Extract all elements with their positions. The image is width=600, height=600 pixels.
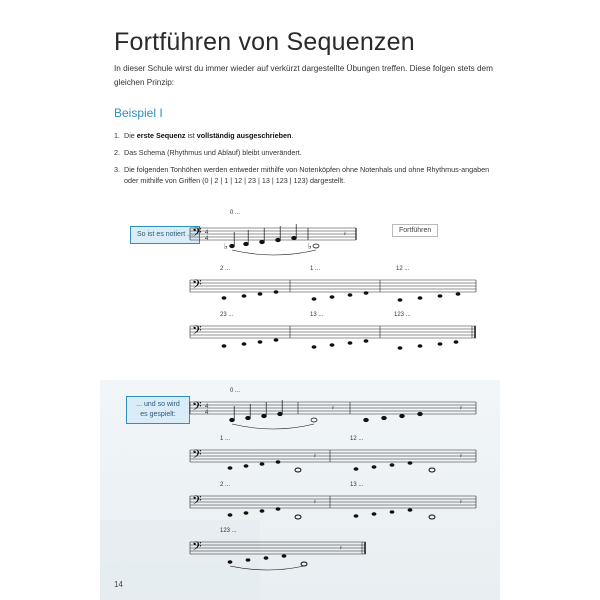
steps-list (114, 130, 504, 192)
bass-clef-icon: 𝄢 (192, 447, 202, 465)
step-text-post: . (291, 131, 294, 140)
label-continue: Fortführen (392, 224, 438, 237)
rest-icon: 𝄽 (332, 406, 334, 412)
step-text (124, 130, 504, 141)
time-sig-bottom: 4 (205, 236, 209, 242)
fingering: 12 ... (396, 266, 410, 272)
fingering: 0 ... (230, 388, 241, 394)
bass-clef-icon: 𝄢 (192, 277, 202, 295)
slur (230, 566, 304, 570)
rest-icon: 𝄽 (314, 500, 316, 506)
music-staff-notated-3 (190, 308, 480, 354)
fingering: 2 ... (220, 266, 231, 272)
step-text: Die folgenden Tonhöhen werden entweder mithilfe von Notenköpfen ohne Notenhals und ohne Rhythmus-angaben oder mithilfe von Griffen (0 | 2 | 1 | 12 | 23 | 13 | 123 | 123) dargestellt. (124, 165, 490, 185)
intro-paragraph: In dieser Schule wirst du immer wieder auf verkürzt dargestellte Übungen treffen. Diese folgen stets dem gleichen Prinzip: (114, 64, 493, 87)
step-text-mid: ist (185, 131, 197, 140)
fingering: 12 ... (350, 436, 364, 442)
flat-icon: ♭ (308, 242, 312, 251)
slur (232, 250, 316, 255)
rest-icon: 𝄽 (340, 546, 342, 552)
step-3 (114, 164, 504, 186)
rest-icon: 𝄽 (460, 406, 462, 412)
flat-icon: ♭ (224, 242, 228, 251)
fingering: 2 ... (220, 482, 231, 488)
label-notated: So ist es notiert ... (130, 226, 200, 244)
rest-icon: 𝄽 (460, 454, 462, 460)
music-staff-played-4 (190, 524, 370, 570)
step-2 (114, 147, 504, 158)
step-1 (114, 130, 504, 141)
step-number: 3. (114, 165, 120, 174)
page-number: 14 (114, 580, 123, 589)
fingering: 123 ... (394, 312, 411, 318)
rest-icon: 𝄽 (460, 500, 462, 506)
step-number: 2. (114, 148, 120, 157)
noteheads-group (228, 554, 307, 566)
fingering: 0 ... (230, 210, 241, 216)
rest-icon: 𝄽 (344, 232, 346, 238)
fingering: 23 ... (220, 312, 234, 318)
section-heading: Beispiel I (114, 106, 163, 120)
music-staff-notated-2 (190, 262, 480, 306)
time-sig-top: 4 (205, 404, 209, 410)
bass-clef-icon: 𝄢 (192, 539, 202, 557)
time-sig-bottom: 4 (205, 410, 209, 416)
fingering: 1 ... (220, 436, 231, 442)
fingering: 13 ... (310, 312, 324, 318)
fingering: 123 ... (220, 528, 237, 534)
music-staff-played-3 (190, 478, 480, 524)
step-bold-1: erste Sequenz (136, 131, 186, 140)
label-played: ... und so wird es gespielt: (126, 396, 190, 424)
fingering: 1 ... (310, 266, 321, 272)
bass-clef-icon: 𝄢 (192, 225, 202, 243)
noteheads-group (222, 338, 459, 350)
notes-group (230, 224, 319, 248)
step-text-pre: Die (124, 131, 137, 140)
slur (232, 424, 314, 429)
fingering: 13 ... (350, 482, 364, 488)
noteheads-group (228, 507, 435, 519)
bass-clef-icon: 𝄢 (192, 493, 202, 511)
bass-clef-icon: 𝄢 (192, 323, 202, 341)
music-staff-notated-1 (190, 208, 360, 254)
time-sig-top: 4 (205, 230, 209, 236)
bass-clef-icon: 𝄢 (192, 399, 202, 417)
rest-icon: 𝄽 (314, 454, 316, 460)
music-staff-played-1 (190, 384, 480, 430)
music-staff-played-2 (190, 432, 480, 476)
page-title: Fortführen von Sequenzen (114, 28, 415, 56)
step-text: Das Schema (Rhythmus und Ablauf) bleibt unverändert. (124, 148, 302, 157)
step-bold-2: vollständig ausgeschrieben (196, 131, 292, 140)
step-number: 1. (114, 131, 120, 140)
